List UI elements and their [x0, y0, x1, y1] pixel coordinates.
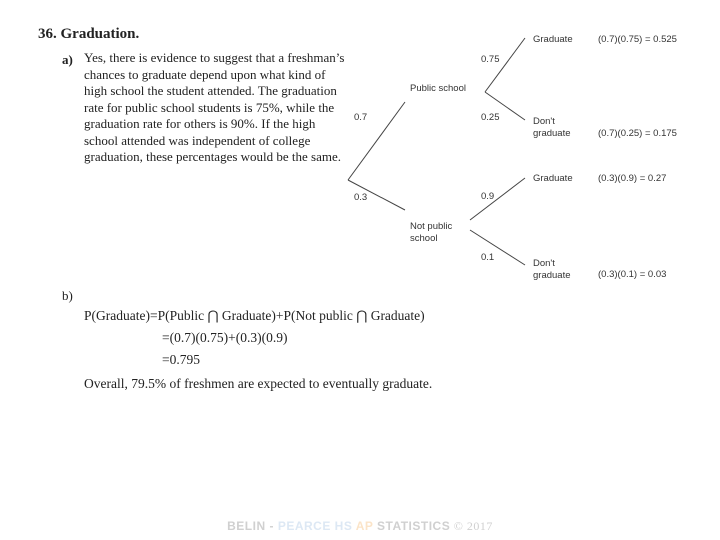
- result-notpublic-graduate: (0.3)(0.9) = 0.27: [598, 173, 667, 184]
- outcome-dont-2-line1: Don't: [533, 258, 555, 269]
- outcome-graduate-1: Graduate: [533, 34, 573, 45]
- conclusion-text: Overall, 79.5% of freshmen are expected to eventually graduate.: [84, 376, 433, 391]
- prob-notpublic-graduate: 0.9: [481, 191, 495, 202]
- prob-not-public: 0.3: [354, 192, 368, 203]
- branch-notpublic-dont-graduate-line: [470, 230, 525, 265]
- label-public-school: Public school: [410, 83, 466, 94]
- outcome-dont-1-line1: Don't: [533, 116, 555, 127]
- equation-line-1: P(Graduate)=P(Public ⋂ Graduate)+P(Not public ⋂ Graduate): [84, 308, 425, 323]
- outcome-dont-1-line2: graduate: [533, 128, 571, 139]
- prob-public-dont-graduate: 0.25: [481, 112, 500, 123]
- footer-part-3: AP: [352, 519, 374, 533]
- result-public-dont-graduate: (0.7)(0.25) = 0.175: [598, 128, 677, 139]
- probability-tree-diagram: [340, 20, 700, 285]
- part-a-label: a): [62, 52, 73, 67]
- label-not-public-line2: school: [410, 233, 438, 244]
- result-notpublic-dont-graduate: (0.3)(0.1) = 0.03: [598, 269, 667, 280]
- footer-part-4: STATISTICS: [373, 519, 451, 533]
- result-public-graduate: (0.7)(0.75) = 0.525: [598, 34, 677, 45]
- prob-public: 0.7: [354, 112, 368, 123]
- footer-part-1: BELIN -: [227, 519, 278, 533]
- equation-line-3: =0.795: [162, 352, 200, 367]
- branch-notpublic-graduate-line: [470, 178, 525, 220]
- footer-watermark: [0, 519, 720, 534]
- outcome-dont-2-line2: graduate: [533, 270, 571, 281]
- problem-title: 36. Graduation.: [38, 26, 140, 42]
- part-a-answer-text: Yes, there is evidence to suggest that a freshman’s chances to graduate depend upon what kind of high school the student attended. The graduation rate for public school students is 75%, while the graduation rate for others is 90%. If the high school attended was independent of college graduation, these percentages would be the same.: [84, 50, 345, 164]
- branch-public-graduate-line: [485, 38, 525, 92]
- footer-part-5: © 2017: [450, 519, 493, 533]
- prob-public-graduate: 0.75: [481, 54, 500, 65]
- prob-notpublic-dont-graduate: 0.1: [481, 252, 495, 263]
- equation-line-2: =(0.7)(0.75)+(0.3)(0.9): [162, 330, 288, 345]
- part-b-label: b): [62, 288, 73, 303]
- footer-part-2: PEARCE HS: [277, 519, 353, 533]
- outcome-graduate-2: Graduate: [533, 173, 573, 184]
- label-not-public-line1: Not public: [410, 221, 453, 232]
